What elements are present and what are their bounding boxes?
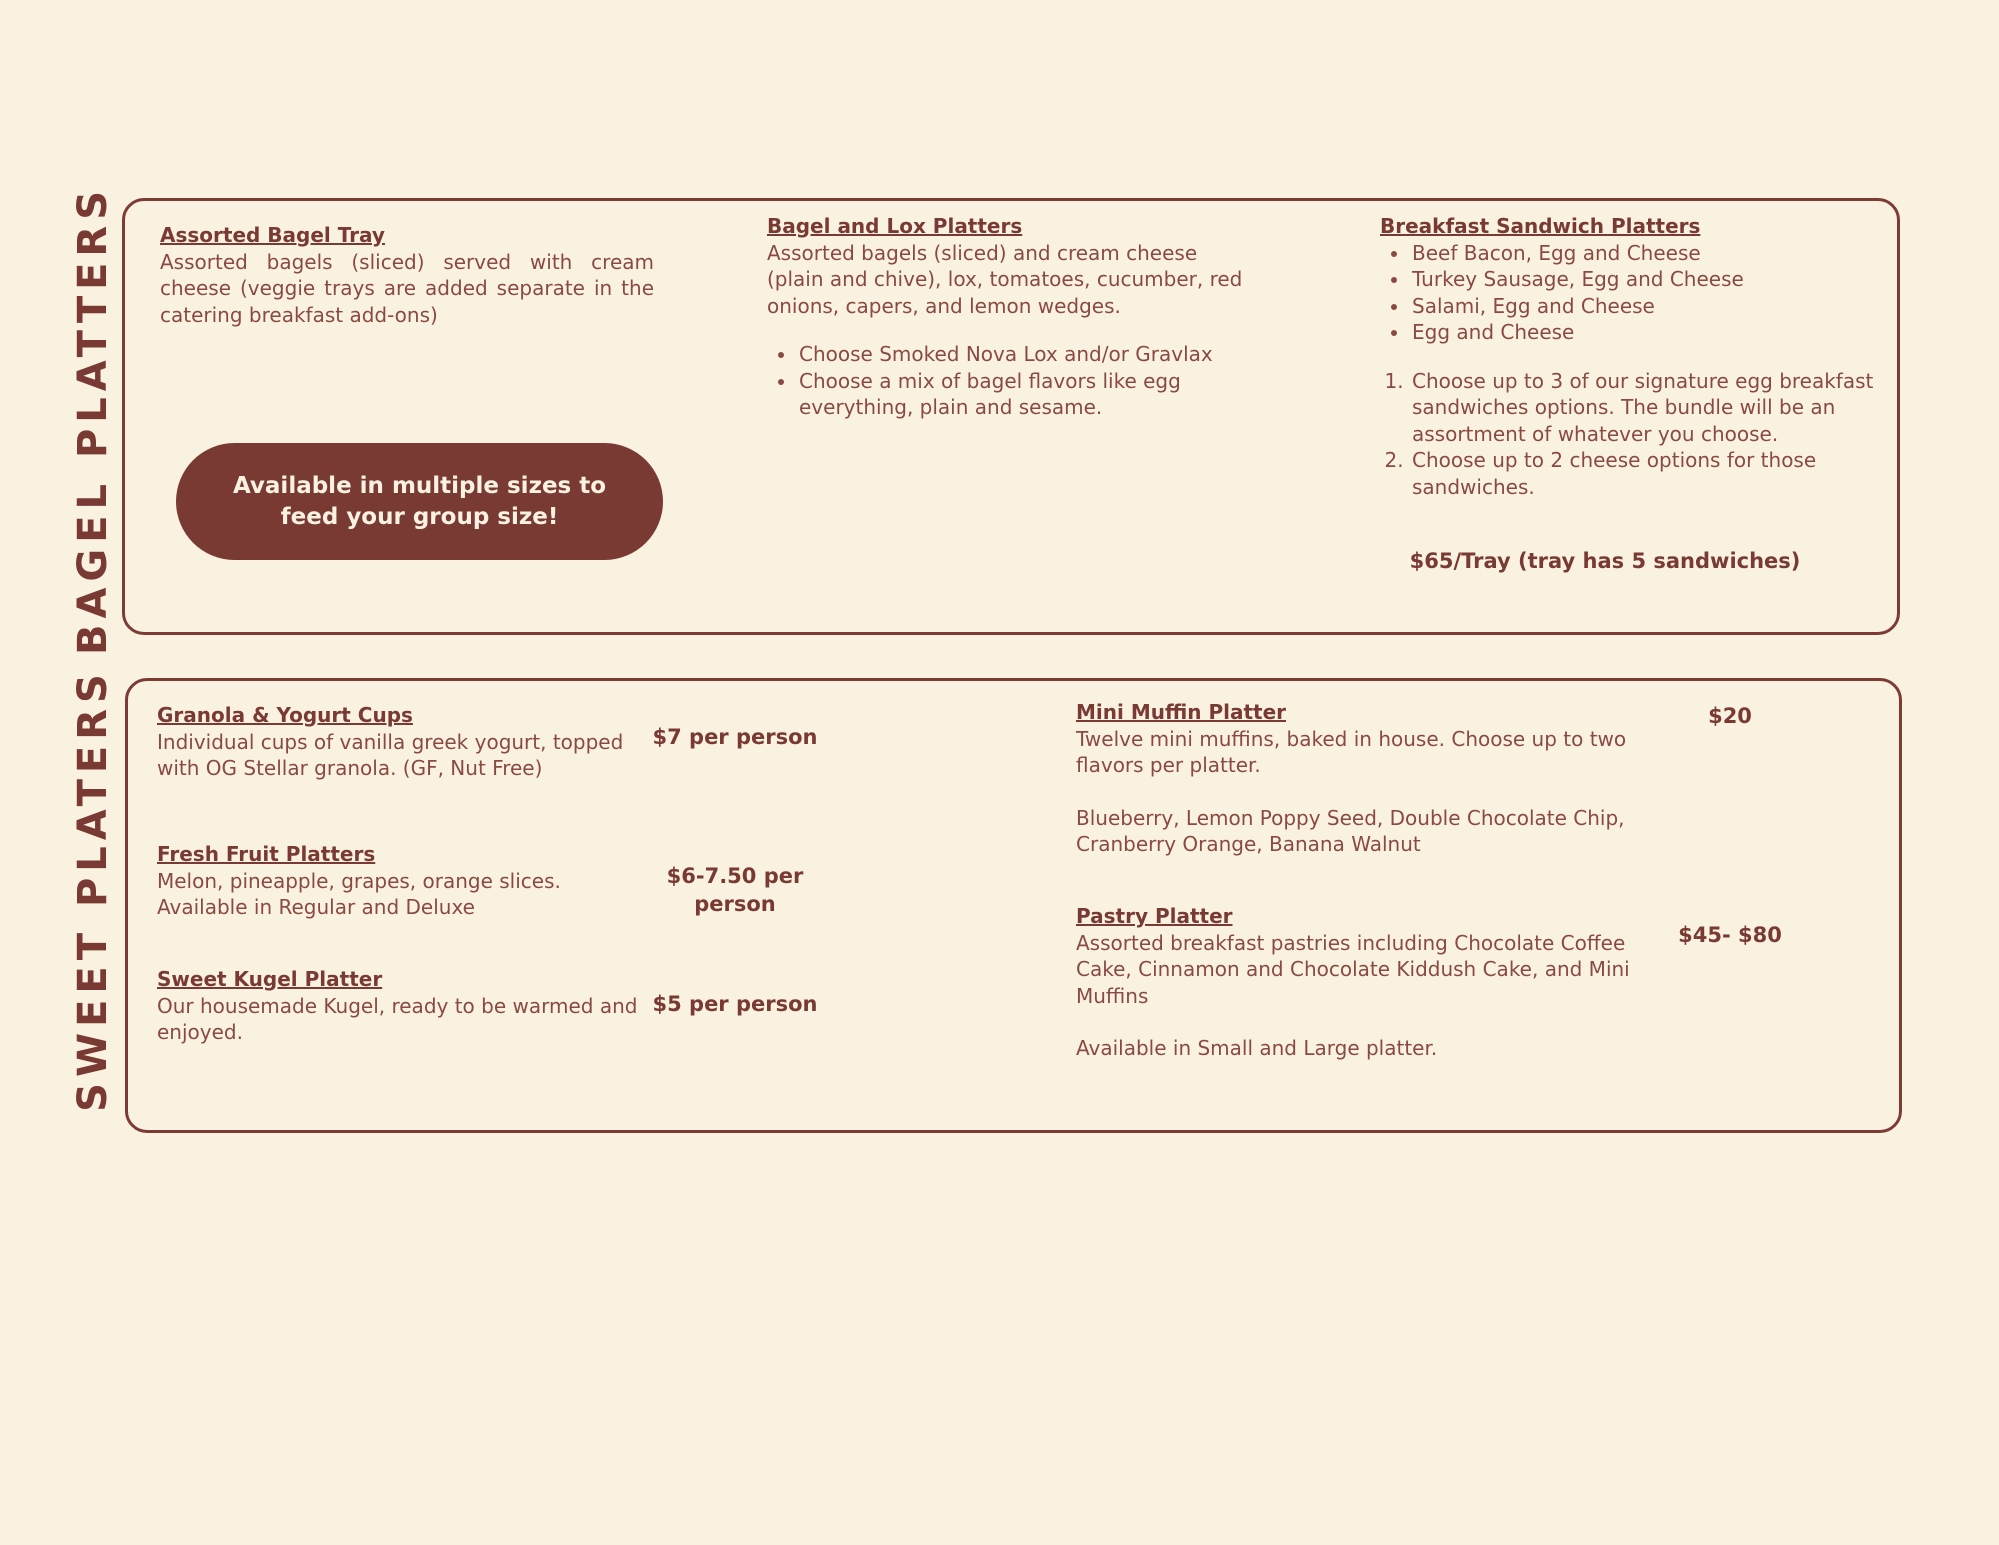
item-title: Granola & Yogurt Cups <box>157 703 413 727</box>
list-item: • Egg and Cheese <box>1410 319 1880 346</box>
sweet-kugel-platter <box>157 966 647 1046</box>
sweet-section-label: SWEET PLATERS <box>70 668 117 1112</box>
breakfast-sandwich-platters <box>1380 213 1880 500</box>
granola-price: $7 per person <box>652 725 818 749</box>
sandwich-steps <box>1380 368 1880 501</box>
item-title: Sweet Kugel Platter <box>157 967 383 991</box>
assorted-bagel-tray <box>160 222 654 328</box>
list-item: 1. Choose up to 3 of our signature egg breakfast sandwiches options. The bundle will be an assortment of whatever you choose. <box>1410 368 1880 448</box>
item-title: Assorted Bagel Tray <box>160 223 385 247</box>
item-description: Assorted bagels (sliced) and cream cheese (plain and chive), lox, tomatoes, cucumber, red onions, capers, and lemon wedges. <box>767 240 1243 318</box>
bagel-section-label: BAGEL PLATTERS <box>70 184 116 656</box>
item-title: Mini Muffin Platter <box>1076 700 1287 724</box>
list-item: • Choose Smoked Nova Lox and/or Gravlax <box>797 341 1257 368</box>
item-description: Assorted breakfast pastries including Chocolate Coffee Cake, Cinnamon and Chocolate Kiddush Cake, and Mini Muffins <box>1076 930 1630 1008</box>
list-item: • Beef Bacon, Egg and Cheese <box>1410 240 1880 267</box>
item-description: Melon, pineapple, grapes, orange slices. Available in Regular and Deluxe <box>157 868 561 919</box>
sizes-pill: Available in multiple sizes to feed your group size! <box>176 443 663 560</box>
list-item: • Salami, Egg and Cheese <box>1410 293 1880 320</box>
list-item: • Turkey Sausage, Egg and Cheese <box>1410 266 1880 293</box>
pastry-platter <box>1076 903 1646 1062</box>
item-title: Bagel and Lox Platters <box>767 214 1023 238</box>
item-description: Twelve mini muffins, baked in house. Choose up to two flavors per platter. <box>1076 726 1627 777</box>
item-title: Breakfast Sandwich Platters <box>1380 214 1701 238</box>
pastry-note: Available in Small and Large platter. <box>1076 1036 1438 1060</box>
list-item: • Choose a mix of bagel flavors like egg everything, plain and sesame. <box>797 368 1257 421</box>
muffin-flavors: Blueberry, Lemon Poppy Seed, Double Chocolate Chip, Cranberry Orange, Banana Walnut <box>1076 805 1625 856</box>
sandwich-list <box>1380 240 1880 346</box>
list-item: 2. Choose up to 2 cheese options for those sandwiches. <box>1410 447 1880 500</box>
item-title: Pastry Platter <box>1076 904 1233 928</box>
bagel-lox-platters <box>767 213 1257 421</box>
muffin-price: $20 <box>1708 704 1752 728</box>
item-description: Assorted bagels (sliced) served with cream cheese (veggie trays are added separate in the catering breakfast add-ons) <box>160 249 654 327</box>
pastry-price: $45- $80 <box>1678 923 1782 947</box>
fresh-fruit-platters <box>157 841 647 921</box>
lox-options-list <box>767 341 1257 421</box>
item-title: Fresh Fruit Platters <box>157 842 376 866</box>
fruit-price: $6-7.50 per person <box>666 864 804 916</box>
item-description: Individual cups of vanilla greek yogurt, topped with OG Stellar granola. (GF, Nut Free) <box>157 729 624 780</box>
sandwich-price: $65/Tray (tray has 5 sandwiches) <box>1409 549 1801 573</box>
kugel-price: $5 per person <box>652 992 818 1016</box>
mini-muffin-platter <box>1076 699 1646 858</box>
granola-yogurt-cups <box>157 702 657 782</box>
item-description: Our housemade Kugel, ready to be warmed and enjoyed. <box>157 993 638 1044</box>
